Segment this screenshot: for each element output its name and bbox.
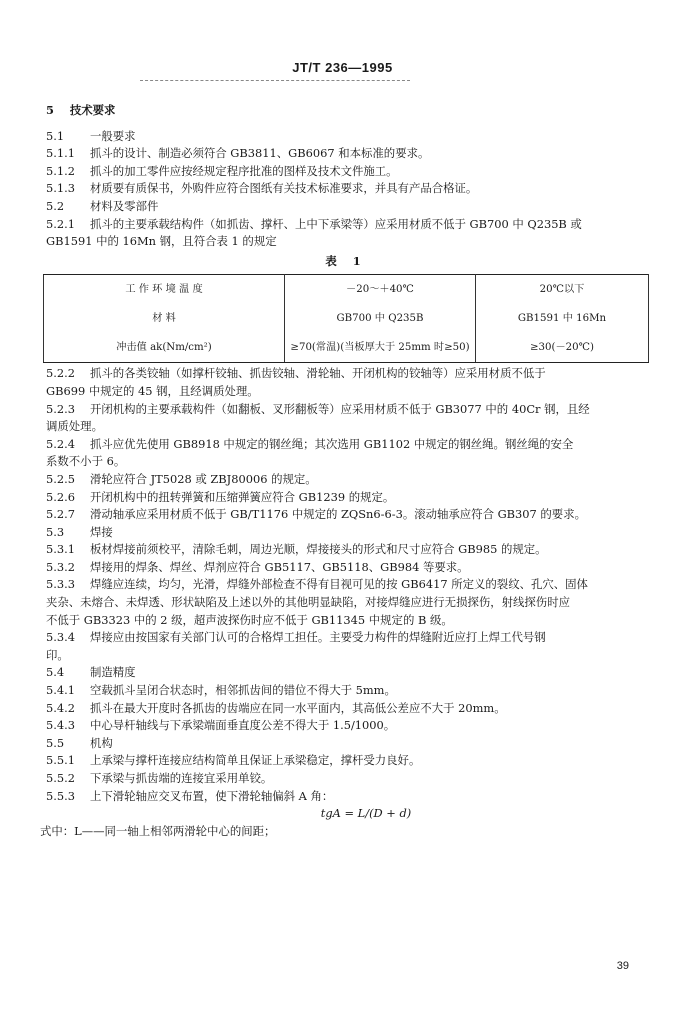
clause-number: 5.3.1 — [46, 542, 75, 557]
page-number: 39 — [616, 960, 629, 972]
clause-line — [46, 717, 646, 735]
clause-text: 材质要有质保书，外购件应符合图纸有关技术标准要求，并具有产品合格证。 — [90, 181, 478, 196]
clause-number: 5.1.2 — [46, 163, 75, 178]
clause-text: 抓斗的设计、制造必须符合 GB3811、GB6067 和本标准的要求。 — [90, 146, 430, 161]
clause-text: 滑动轴承应采用材质不低于 GB/T1176 中规定的 ZQSn6-6-3。滚动轴承应符合 GB307 的要求。 — [90, 507, 586, 522]
clause-line — [46, 506, 646, 524]
clause-line — [46, 365, 646, 383]
material-spec-table — [43, 274, 649, 363]
clause-text: 焊接应由按国家有关部门认可的合格焊工担任。主要受力构件的焊缝附近应打上焊工代号钢 — [90, 630, 546, 645]
clause-text: 开闭机构中的扭转弹簧和压缩弹簧应符合 GB1239 的规定。 — [90, 489, 395, 504]
clause-line — [46, 489, 646, 507]
paragraph-block — [46, 365, 646, 805]
clause-line — [46, 163, 646, 181]
paragraph-continuation — [46, 453, 646, 471]
clause-text: 抓斗在最大开度时各抓齿的齿端应在同一水平面内，其高低公差应不大于 20mm。 — [90, 700, 506, 715]
paragraph-continuation — [46, 233, 646, 251]
clause-text: 上下滑轮轴应交叉布置，使下滑轮轴偏斜 A 角： — [90, 788, 334, 803]
clause-text: 材料及零部件 — [90, 198, 159, 213]
clause-text: 焊缝应连续，均匀，光滑，焊缝外部检查不得有目视可见的按 GB6417 所定义的裂纹、孔穴、固体 — [90, 577, 588, 592]
paragraph-continuation — [46, 647, 646, 665]
clause-number: 5.4.2 — [46, 700, 75, 715]
clause-line — [46, 436, 646, 454]
clause-number: 5.1 — [46, 128, 65, 143]
clause-text: GB699 中规定的 45 钢，且经调质处理。 — [46, 383, 259, 398]
clause-line — [46, 788, 646, 806]
table-cell: GB1591 中 16Mn — [476, 304, 649, 333]
paragraph-continuation — [46, 383, 646, 401]
clause-line — [46, 541, 646, 559]
clause-number: 5.4.1 — [46, 683, 75, 698]
paragraph-continuation — [46, 418, 646, 436]
table-cell: 材 料 — [44, 304, 285, 333]
clause-number: 5.2.6 — [46, 489, 75, 504]
paragraph-continuation — [46, 594, 646, 612]
clause-number: 5.5 — [46, 735, 65, 750]
table-cell: 冲击值 ak(Nm/cm²) — [44, 333, 285, 363]
table-row — [44, 304, 649, 333]
clause-number: 5.2.7 — [46, 507, 75, 522]
clause-line — [46, 216, 646, 234]
clause-line — [46, 180, 646, 198]
clause-text: 滑轮应符合 JT5028 或 ZBJ80006 的规定。 — [90, 471, 317, 486]
clause-text: 中心导杆轴线与下承梁端面垂直度公差不得大于 1.5/1000。 — [90, 718, 396, 733]
clause-text: 开闭机构的主要承载构件（如翻板、叉形翻板等）应采用材质不低于 GB3077 中的 40Cr 钢，且经 — [90, 401, 590, 416]
clause-text: 上承梁与撑杆连接应结构简单且保证上承梁稳定，撑杆受力良好。 — [90, 753, 421, 768]
section-title: 技术要求 — [69, 103, 116, 117]
clause-number: 5.2 — [46, 198, 65, 213]
clause-text: 一般要求 — [90, 128, 136, 143]
clause-number: 5.3 — [46, 524, 65, 539]
clause-line — [46, 700, 646, 718]
formula-where-line: 式中：L——同一轴上相邻两滑轮中心的间距； — [40, 823, 276, 838]
table-cell: 工 作 环 境 温 度 — [44, 275, 285, 305]
clause-line — [46, 682, 646, 700]
clause-text: 抓斗的主要承载结构件（如抓齿、撑杆、上中下承梁等）应采用材质不低于 GB700 中 Q235B 或 — [90, 216, 582, 231]
subsection-heading — [46, 198, 646, 216]
clause-text: 机构 — [90, 735, 113, 750]
table-cell: 20℃以下 — [476, 275, 649, 305]
clause-number: 5.3.3 — [46, 577, 75, 592]
clause-text: 板材焊接前须校平，清除毛刺，周边光顺，焊接接头的形式和尺寸应符合 GB985 的规定。 — [90, 542, 547, 557]
section-number: 5 — [46, 103, 54, 117]
table-cell: GB700 中 Q235B — [285, 304, 476, 333]
subsection-heading — [46, 735, 646, 753]
clause-line — [46, 145, 646, 163]
paragraph-continuation — [46, 612, 646, 630]
clause-line — [46, 576, 646, 594]
table-cell: －20～＋40℃ — [285, 275, 476, 305]
clause-number: 5.5.2 — [46, 771, 75, 785]
subsection-heading — [46, 664, 646, 682]
clause-number: 5.4.3 — [46, 718, 75, 733]
clause-text: 不低于 GB3323 中的 2 级，超声波探伤时应不低于 GB11345 中规定的 B 级。 — [46, 612, 453, 627]
clause-number: 5.3.4 — [46, 630, 75, 645]
clause-text: 印。 — [46, 647, 69, 662]
clause-line — [46, 629, 646, 647]
formula: tgA = L/(D + d) — [320, 806, 412, 821]
clause-number: 5.2.4 — [46, 436, 75, 451]
header-divider — [140, 80, 410, 81]
section-heading — [46, 102, 646, 120]
clause-text: 系数不小于 6。 — [46, 454, 126, 469]
clause-number: 5.3.2 — [46, 559, 75, 574]
clause-number: 5.2.3 — [46, 401, 75, 416]
clause-text: GB1591 中的 16Mn 钢，且符合表 1 的规定 — [46, 234, 277, 249]
clause-text: 调质处理。 — [46, 419, 103, 434]
clause-line — [46, 770, 646, 788]
clause-text: 空载抓斗呈闭合状态时，相邻抓齿间的错位不得大于 5mm。 — [90, 683, 396, 698]
table-row — [44, 275, 649, 305]
clause-number: 5.1.1 — [46, 146, 75, 161]
table-row — [44, 333, 649, 363]
clause-text: 下承梁与抓齿端的连接宜采用单铰。 — [90, 771, 273, 785]
clause-number: 5.5.1 — [46, 753, 75, 768]
clause-line — [46, 401, 646, 419]
clause-text: 制造精度 — [90, 665, 136, 680]
clause-line — [46, 752, 646, 770]
subsection-heading — [46, 524, 646, 542]
clause-text: 抓斗的各类铰轴（如撑杆铰轴、抓齿铰轴、滑轮轴、开闭机构的铰轴等）应采用材质不低于 — [90, 366, 546, 381]
clause-text: 抓斗应优先使用 GB8918 中规定的钢丝绳；其次选用 GB1102 中规定的钢丝绳。钢丝绳的安全 — [90, 436, 574, 451]
clause-text: 夹杂、未熔合、未焊透、形状缺陷及上述以外的其他明显缺陷，对接焊缝应进行无损探伤，射线探伤时应 — [46, 595, 570, 610]
clause-line — [46, 559, 646, 577]
table-cell: ≥70(常温)(当板厚大于 25mm 时≥50) — [285, 333, 476, 363]
clause-line — [46, 471, 646, 489]
clause-number: 5.4 — [46, 665, 65, 680]
document-body — [40, 98, 646, 840]
clause-number: 5.5.3 — [46, 788, 75, 803]
table-cell: ≥30(－20℃) — [476, 333, 649, 363]
subsection-heading — [46, 128, 646, 146]
clause-number: 5.2.5 — [46, 471, 75, 486]
clause-text: 焊接用的焊条、焊丝、焊剂应符合 GB5117、GB5118、GB984 等要求。 — [90, 559, 469, 574]
clause-text: 焊接 — [90, 524, 113, 539]
standard-code-header: JT/T 236—1995 — [292, 60, 393, 75]
clause-text: 抓斗的加工零件应按经规定程序批准的图样及技术文件施工。 — [90, 163, 398, 178]
clause-number: 5.1.3 — [46, 181, 75, 196]
table-caption: 表 1 — [325, 253, 367, 268]
paragraph-block — [46, 128, 646, 251]
clause-number: 5.2.2 — [46, 366, 75, 381]
clause-number: 5.2.1 — [46, 216, 75, 231]
